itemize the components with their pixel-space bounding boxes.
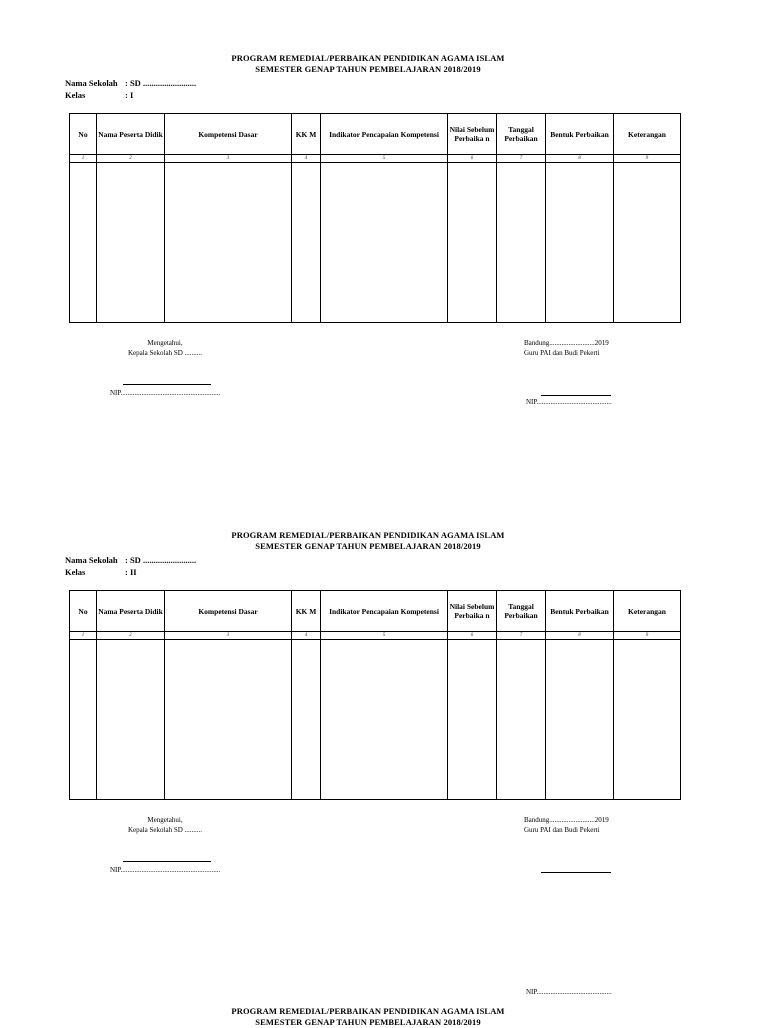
col-number: 5 [321,632,448,640]
sign-right-place: Bandung..........................2019 [524,339,609,347]
col-number: 7 [497,155,546,163]
doc-title-line2: SEMESTER GENAP TAHUN PEMBELAJARAN 2018/2019 [255,541,481,551]
header-tanggal: Tanggal Perbaikan [497,591,546,632]
col-number: 2 [97,632,165,640]
cell-blank[interactable] [497,163,546,323]
cell-blank[interactable] [321,640,448,800]
sign-left-line [123,861,211,862]
header-indikator: Indikator Pencapaian Kompetensi [321,591,448,632]
sign-left-role: Kepala Sekolah SD .......... [127,349,203,357]
school-value: : SD ......................... [125,555,197,565]
doc-title-line1: PROGRAM REMEDIAL/PERBAIKAN PENDIDIKAN AGAMA ISLAM [231,530,505,540]
sign-right [524,815,634,835]
cell-blank[interactable] [97,163,165,323]
sign-left-nip: NIP......................................................... [110,866,221,874]
table-header-row [70,591,681,632]
header-tanggal: Tanggal Perbaikan [497,114,546,155]
doc-title-line2: SEMESTER GENAP TAHUN PEMBELAJARAN 2018/2019 [255,64,481,74]
table-body-row [70,163,681,323]
col-number: 7 [497,632,546,640]
cell-blank[interactable] [70,640,97,800]
header-no: No [70,114,97,155]
cell-blank[interactable] [497,640,546,800]
doc-title-line1: PROGRAM REMEDIAL/PERBAIKAN PENDIDIKAN AGAMA ISLAM [231,53,505,63]
sign-left-line [123,384,211,385]
class-value: : II [125,567,137,577]
cell-blank[interactable] [70,163,97,323]
doc-title-line1: PROGRAM REMEDIAL/PERBAIKAN PENDIDIKAN AGAMA ISLAM [231,1006,505,1016]
header-keterangan: Keterangan [614,114,681,155]
cell-blank[interactable] [321,163,448,323]
class-label: Kelas [65,567,86,577]
col-number: 2 [97,155,165,163]
sign-right-nip: NIP........................................... [526,398,612,406]
col-number: 6 [448,155,497,163]
cell-blank[interactable] [165,640,292,800]
cell-blank[interactable] [546,640,614,800]
header-nilai: Nilai Sebelum Perbaika n [448,114,497,155]
sign-left-role: Kepala Sekolah SD .......... [127,826,203,834]
header-nilai: Nilai Sebelum Perbaika n [448,591,497,632]
cell-blank[interactable] [292,163,321,323]
col-number: 9 [614,155,681,163]
header-nama: Nama Peserta Didik [97,114,165,155]
col-number: 6 [448,632,497,640]
header-indikator: Indikator Pencapaian Kompetensi [321,114,448,155]
sign-left [110,338,220,358]
sign-left-nip: NIP......................................................... [110,389,221,397]
col-number: 1 [70,155,97,163]
column-number-row [70,155,681,163]
remedial-table [69,113,681,323]
header-kompetensi: Kompetensi Dasar [165,591,292,632]
school-label: Nama Sekolah [65,78,118,88]
sign-left-title: Mengetahui, [147,339,183,347]
cell-blank[interactable] [614,163,681,323]
header-keterangan: Keterangan [614,591,681,632]
header-nama: Nama Peserta Didik [97,591,165,632]
class-row [65,90,133,101]
cell-blank[interactable] [448,163,497,323]
class-label: Kelas [65,90,86,100]
cell-blank[interactable] [165,163,292,323]
col-number: 1 [70,632,97,640]
cell-blank[interactable] [97,640,165,800]
table-header-row [70,114,681,155]
header-bentuk: Bentuk Perbaikan [546,591,614,632]
col-number: 3 [165,155,292,163]
header-kkm: KK M [292,114,321,155]
sign-right-line [541,872,611,873]
table-body-row [70,640,681,800]
school-row [65,78,196,89]
header-no: No [70,591,97,632]
header-bentuk: Bentuk Perbaikan [546,114,614,155]
remedial-table [69,590,681,800]
col-number: 9 [614,632,681,640]
sign-right-line [541,395,611,396]
school-value: : SD ......................... [125,78,197,88]
column-number-row [70,632,681,640]
sign-right [524,338,634,358]
doc-title-line2: SEMESTER GENAP TAHUN PEMBELAJARAN 2018/2019 [255,1017,481,1027]
school-row [65,555,196,566]
col-number: 4 [292,632,321,640]
col-number: 5 [321,155,448,163]
header-kompetensi: Kompetensi Dasar [165,114,292,155]
school-label: Nama Sekolah [65,555,118,565]
sign-left-title: Mengetahui, [147,816,183,824]
sign-left [110,815,220,835]
sign-right-place: Bandung..........................2019 [524,816,609,824]
col-number: 8 [546,155,614,163]
sign-right-role: Guru PAI dan Budi Pekerti [524,349,600,357]
sign-right-nip: NIP........................................... [526,988,612,996]
col-number: 4 [292,155,321,163]
class-row [65,567,137,578]
col-number: 8 [546,632,614,640]
class-value: : I [125,90,134,100]
col-number: 3 [165,632,292,640]
sign-right-role: Guru PAI dan Budi Pekerti [524,826,600,834]
header-kkm: KK M [292,591,321,632]
cell-blank[interactable] [448,640,497,800]
cell-blank[interactable] [292,640,321,800]
cell-blank[interactable] [546,163,614,323]
cell-blank[interactable] [614,640,681,800]
